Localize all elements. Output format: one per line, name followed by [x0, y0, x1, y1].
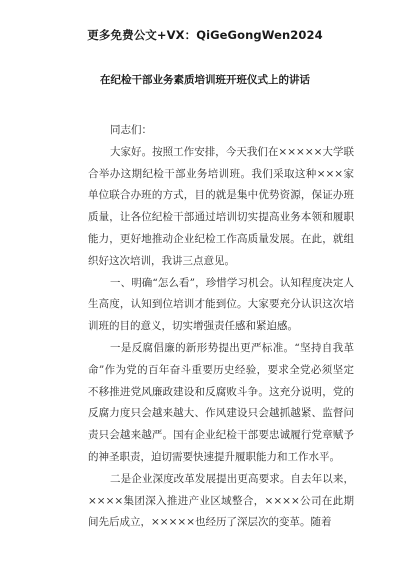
paragraph: 一是反腐倡廉的新形势提出更严标准。“坚持自我革命”作为党的百年奋斗重要历史经验，要求全党必须坚定不移推进党风廉政建设和反腐败斗争。这充分说明，党的反腐力度只会越来越大、作风建设只会越抓越紧、监督问责只会越来越严。国有企业纪检干部要忠诚履行党章赋予的神圣职责，迫切需要快速提升履职能力和工作水平。 [88, 341, 354, 463]
paragraph: 大家好。按照工作安排，今天我们在×××××大学联合举办这期纪检干部业务培训班。我们采取这种×××家单位联合办班的方式，目的就是集中优势资源，保证办班质量，让各位纪检干部通过培训切实提高业务本领和履职能力，更好地推动企业纪检工作高质量发展。在此，就组织好这次培训，我讲三点意见。 [88, 145, 354, 267]
paragraph: 一、明确“怎么看”，珍惜学习机会。认知程度决定人生高度，认知到位培训才能到位。大家要充分认识这次培训班的目的意义，切实增强责任感和紧迫感。 [88, 276, 354, 333]
salutation: 同志们： [110, 124, 152, 136]
document-title: 在纪检干部业务素质培训班开班仪式上的讲话 [100, 74, 310, 86]
document-body [88, 120, 354, 534]
watermark-header: 更多免费公文+VX：QiGeGongWen2024 [87, 28, 323, 42]
paragraph: 二是企业深度改革发展提出更高要求。自去年以来，××××集团深入推进产业区域整合，××××公司在此期间先后成立，×××××也经历了深层次的变革。随着 [88, 472, 354, 529]
